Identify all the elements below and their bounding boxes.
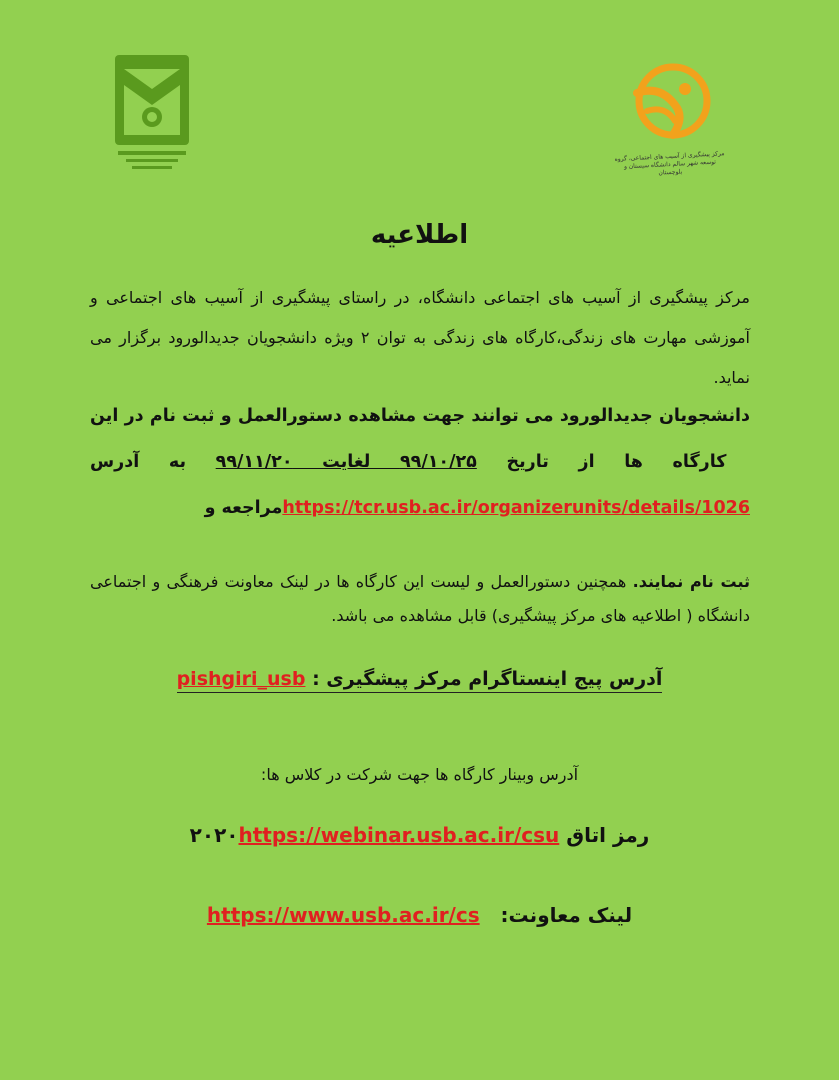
date-range: ۹۹/۱۰/۲۵ لغایت ۹۹/۱۱/۲۰ [215, 452, 477, 472]
page-title: اطلاعیه [370, 220, 469, 250]
vice-presidency-line [0, 903, 839, 927]
intro-paragraph: مرکز پیشگیری از آسیب های اجتماعی دانشگاه، در راستای پیشگیری از آسیب های اجتماعی و آموزشی مهارت های زندگی،کارگاه های زندگی به توان ۲ ویژه دانشجویان جدیدالورود برگزار می نماید. [90, 288, 751, 387]
guidelines-text: همچنین دستورالعمل و لیست این کارگاه ها در لینک معاونت فرهنگی و اجتماعی دانشگاه ( اطلاعیه های مرکز پیشگیری) قابل مشاهده می باشد. [90, 572, 750, 625]
instagram-label: آدرس پیج اینستاگرام مرکز پیشگیری : [312, 668, 663, 690]
registration-paragraph [90, 393, 750, 531]
vice-presidency-label: لینک معاونت: [500, 903, 633, 927]
logo-caption: مرکز پیشگیری از آسیب های اجتماعی، گروه توسعه شهر سالم دانشگاه سیستان و بلوچستان [614, 150, 725, 177]
to-address-text: به آدرس [90, 452, 216, 472]
registration-intro: دانشجویان جدیدالورود می توانند جهت مشاهده دستورالعمل و ثبت نام در این کارگاه ها از تاریخ [90, 406, 750, 472]
refer-text: مراجعه و [204, 498, 283, 518]
webinar-title: آدرس وبینار کارگاه ها جهت شرکت در کلاس ها: [260, 765, 579, 784]
instagram-line [0, 668, 839, 690]
webinar-link[interactable]: https://webinar.usb.ac.ir/csu [238, 823, 560, 847]
webinar-line [0, 823, 839, 847]
guidelines-paragraph [90, 565, 750, 633]
vice-presidency-link[interactable]: https://www.usb.ac.ir/cs [206, 903, 480, 927]
register-text: ثبت نام نمایند. [632, 572, 750, 591]
university-logo [112, 55, 192, 185]
instagram-handle[interactable]: pishgiri_usb [176, 668, 306, 690]
registration-link[interactable]: https://tcr.usb.ac.ir/organizerunits/details/1026 [282, 498, 750, 518]
room-password: رمز اتاق ۲۰۲۰ [189, 823, 650, 847]
prevention-center-logo [615, 55, 725, 175]
